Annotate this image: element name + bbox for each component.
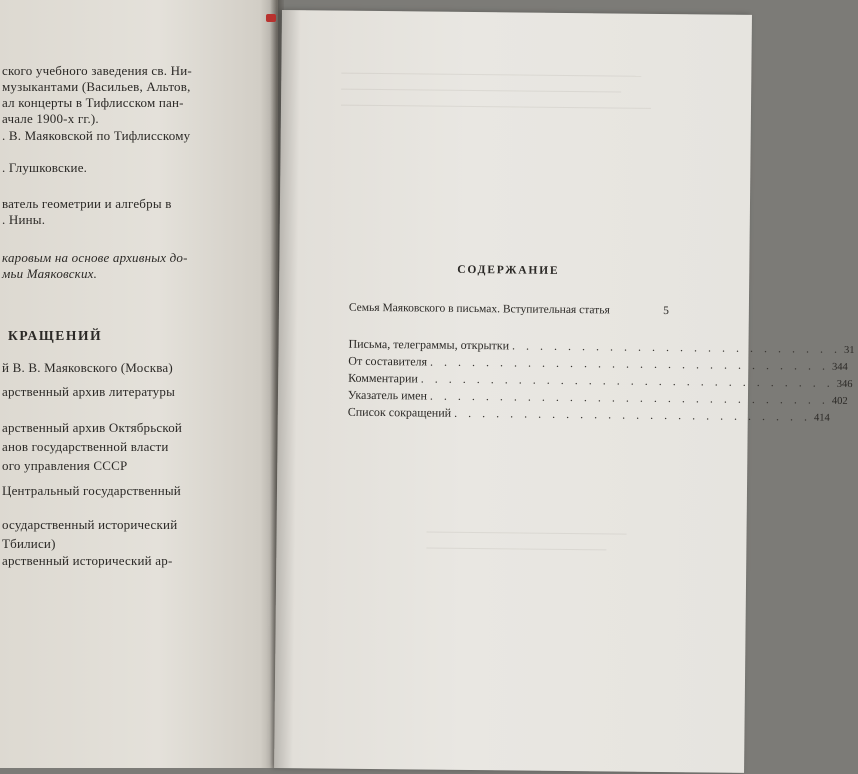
left-text-line: . Глушковские.: [2, 160, 88, 175]
left-text-line: ского учебного заведения св. Ни-: [2, 63, 192, 78]
toc-entry-page: 346: [836, 378, 853, 390]
show-through-line: [341, 89, 621, 93]
left-text-line: . В. Маяковской по Тифлисскому: [2, 128, 191, 143]
abbrev-line: ого управления СССР: [2, 458, 128, 473]
toc-entry-page: 344: [831, 361, 848, 373]
toc-entry: [348, 353, 848, 373]
toc-intro-row: [349, 301, 669, 318]
toc-entry-label: Комментарии: [348, 370, 418, 386]
abbrev-line: й В. В. Маяковского (Москва): [2, 360, 173, 375]
abbrev-line: осударственный исторический: [2, 517, 178, 532]
left-text-line: ачале 1900-х гг.).: [2, 111, 99, 126]
toc-entry-label: Письма, телеграммы, открытки: [348, 336, 510, 353]
toc-entry-page: 414: [814, 412, 830, 424]
abbreviations-heading: КРАЩЕНИЙ: [8, 328, 103, 343]
abbrev-line: арственный исторический ар-: [2, 553, 173, 568]
toc-entry: [348, 370, 853, 390]
toc-entry: [347, 404, 830, 424]
left-text-line: музыкантами (Васильев, Альтов,: [2, 79, 191, 94]
abbrev-line: арственный архив литературы: [2, 384, 175, 399]
toc-entry: [348, 336, 855, 357]
abbrev-line: Центральный государственный: [2, 483, 181, 498]
show-through-line: [341, 105, 651, 109]
right-page: [274, 10, 855, 773]
toc-leader-dots: . . . . . . . . . . . . . . . . . . . . . . . . . . . . .: [430, 354, 830, 373]
abbrev-line: Тбилиси): [2, 536, 56, 551]
toc-leader-dots: . . . . . . . . . . . . . . . . . . . . . . . . . . . . .: [429, 388, 829, 407]
left-page: [0, 0, 278, 768]
toc-title: СОДЕРЖАНИЕ: [457, 263, 560, 277]
toc-intro-page: 5: [663, 305, 669, 318]
toc-leader-dots: . . . . . . . . . . . . . . . . . . . . . . . .: [512, 338, 842, 356]
abbrev-line: арственный архив Октябрьской: [2, 420, 183, 435]
toc-intro-label: Семья Маяковского в письмах. Вступительная статья: [348, 301, 610, 317]
show-through-line: [341, 73, 641, 77]
abbrev-line: анов государственной власти: [2, 439, 169, 454]
red-bookmark-ribbon: [266, 14, 276, 22]
toc-entry: [347, 387, 848, 407]
left-text-line: . Нины.: [2, 212, 46, 227]
toc-entry-page: 402: [831, 395, 848, 407]
toc-entry-page: 31: [844, 344, 855, 357]
toc-leader-dots: . . . . . . . . . . . . . . . . . . . . . . . . . .: [454, 405, 812, 424]
toc-entry-label: Список сокращений: [347, 404, 452, 420]
toc-entry-label: От составителя: [348, 353, 428, 369]
left-italic-note: каровым на основе архивных до-: [2, 250, 188, 265]
show-through-line: [426, 548, 606, 551]
show-through-line: [427, 532, 627, 535]
toc-entry-label: Указатель имен: [347, 387, 428, 403]
toc-leader-dots: . . . . . . . . . . . . . . . . . . . . . . . . . . . . . .: [420, 371, 834, 390]
left-italic-note: мьи Маяковских.: [2, 266, 98, 281]
left-text-line: ватель геометрии и алгебры в: [2, 196, 172, 211]
left-text-line: ал концерты в Тифлисском пан-: [2, 95, 184, 110]
